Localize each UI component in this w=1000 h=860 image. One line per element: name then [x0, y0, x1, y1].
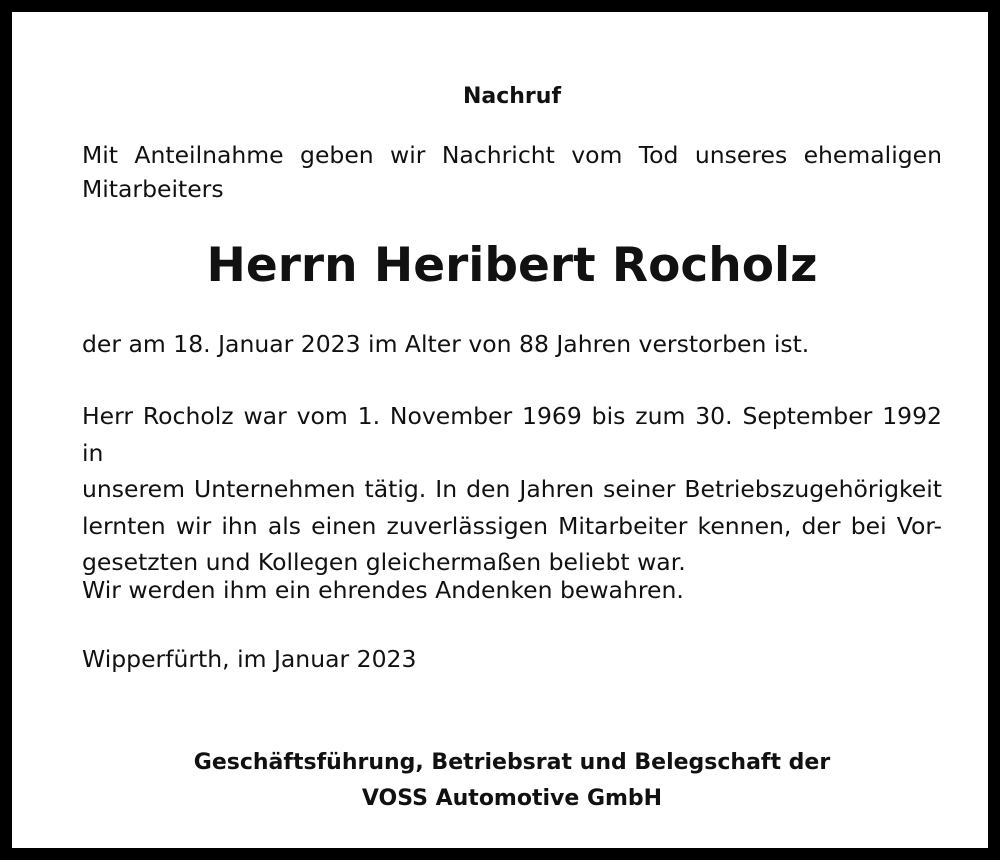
- notice-heading: Nachruf: [462, 84, 562, 109]
- signature-line-1: Geschäftsführung, Betriebsrat und Belegschaft der: [193, 750, 831, 775]
- signature-line-2: VOSS Automotive GmbH: [361, 786, 663, 811]
- biography-paragraph: [82, 398, 942, 581]
- death-line: der am 18. Januar 2023 im Alter von 88 Jahren verstorben ist.: [82, 330, 810, 358]
- closing-sentence: Wir werden ihm ein ehrendes Andenken bewahren.: [82, 576, 684, 604]
- bio-line-3: lernten wir ihn als einen zuverlässigen Mitarbeiter kennen, der bei Vor-: [82, 511, 942, 540]
- intro-line-2: Mitarbeiters: [82, 175, 224, 203]
- place-and-date: Wipperfürth, im Januar 2023: [82, 645, 417, 673]
- bio-line-2: unserem Unternehmen tätig. In den Jahren seiner Betriebszugehörigkeit: [82, 475, 942, 503]
- intro-line-1: Mit Anteilnahme geben wir Nachricht vom Tod unseres ehemaligen: [82, 141, 942, 169]
- deceased-name: Herrn Heribert Rocholz: [206, 238, 818, 293]
- signature-block: [12, 745, 1000, 817]
- bio-line-4: gesetzten und Kollegen gleichermaßen beliebt war.: [82, 548, 686, 576]
- bio-line-1: Herr Rocholz war vom 1. November 1969 bis zum 30. September 1992 in: [82, 402, 942, 467]
- intro-text: [82, 138, 942, 206]
